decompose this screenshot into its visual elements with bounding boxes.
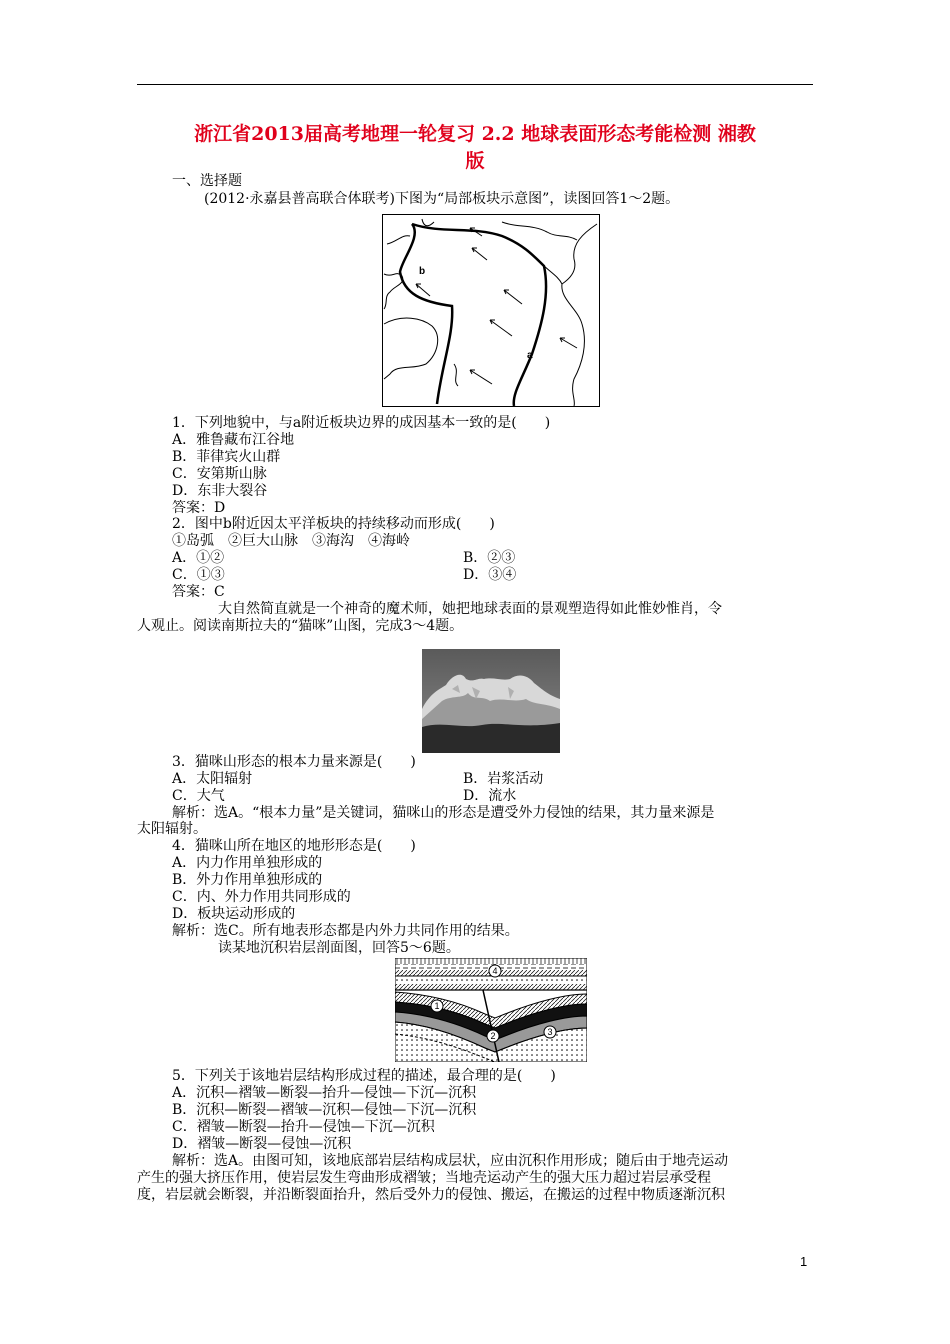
q3-option-b: B．岩浆活动 [463, 771, 544, 787]
q4-option-c: C．内、外力作用共同形成的 [172, 889, 351, 905]
intro-1: (2012·永嘉县普高联合体联考)下图为“局部板块示意图”，读图回答1～2题。 [204, 191, 680, 207]
q1-option-d: D．东非大裂谷 [172, 483, 268, 499]
q3-option-a: A．太阳辐射 [172, 771, 253, 787]
q1-stem: 1．下列地貌中，与a附近板块边界的成因基本一致的是( ) [172, 415, 551, 431]
q3-explanation-line-2: 太阳辐射。 [137, 821, 207, 837]
q3-explanation-line-1: 解析：选A。“根本力量”是关键词，猫咪山的形态是遭受外力侵蚀的结果，其力量来源是 [172, 805, 715, 821]
q2-answer: 答案：C [172, 584, 225, 600]
strata-section-figure [395, 958, 587, 1062]
q5-option-b: B．沉积—断裂—褶皱—沉积—侵蚀—下沉—沉积 [172, 1102, 477, 1118]
page-number: 1 [800, 1254, 808, 1269]
intro-3: 读某地沉积岩层剖面图，回答5～6题。 [218, 940, 460, 956]
q2-items: ①岛弧 ②巨大山脉 ③海沟 ④海岭 [172, 533, 410, 549]
q5-option-c: C．褶皱—断裂—抬升—侵蚀—下沉—沉积 [172, 1119, 435, 1135]
header-rule [137, 84, 813, 85]
q2-option-a: A．①② [172, 550, 225, 566]
q4-option-b: B．外力作用单独形成的 [172, 872, 323, 888]
q4-explanation: 解析：选C。所有地表形态都是内外力共同作用的结果。 [172, 923, 519, 939]
intro-2-line-2: 人观止。阅读南斯拉夫的“猫咪”山图，完成3～4题。 [137, 618, 464, 634]
map-label-a: a [527, 350, 533, 361]
title-line-1: 浙江省2013届高考地理一轮复习 2.2 地球表面形态考能检测 湘教 [194, 123, 756, 145]
q4-stem: 4．猫咪山所在地区的地形形态是( ) [172, 838, 416, 854]
q4-option-a: A．内力作用单独形成的 [172, 855, 323, 871]
title-line-2: 版 [465, 150, 485, 172]
q1-option-b: B．菲律宾火山群 [172, 449, 281, 465]
q5-option-d: D．褶皱—断裂—侵蚀—沉积 [172, 1136, 352, 1152]
q2-option-b: B．②③ [463, 550, 516, 566]
q2-option-d: D．③④ [463, 567, 517, 583]
q3-option-c: C．大气 [172, 788, 225, 804]
q1-option-c: C．安第斯山脉 [172, 466, 267, 482]
q3-option-d: D．流水 [463, 788, 517, 804]
q5-option-a: A．沉积—褶皱—断裂—抬升—侵蚀—下沉—沉积 [172, 1085, 477, 1101]
section-heading: 一、选择题 [172, 173, 242, 189]
q5-explanation-line-3: 度，岩层就会断裂，并沿断裂面抬升，然后受外力的侵蚀、搬运，在搬运的过程中物质逐渐沉积 [137, 1187, 725, 1203]
q3-stem: 3．猫咪山形态的根本力量来源是( ) [172, 754, 416, 770]
q5-stem: 5．下列关于该地岩层结构形成过程的描述，最合理的是( ) [172, 1068, 556, 1084]
strata-label-1: 1 [434, 1001, 440, 1011]
cat-mountain-photo [422, 649, 560, 753]
q5-explanation-line-2: 产生的强大挤压作用，使岩层发生弯曲形成褶皱；当地壳运动产生的强大压力超过岩层承受程 [137, 1170, 711, 1186]
strata-label-2: 2 [490, 1031, 496, 1041]
intro-2-line-1: 大自然简直就是一个神奇的魔术师，她把地球表面的景观塑造得如此惟妙惟肖，令 [218, 601, 722, 617]
q1-answer: 答案：D [172, 500, 226, 516]
q1-option-a: A．雅鲁藏布江谷地 [172, 432, 295, 448]
q2-option-c: C．①③ [172, 567, 225, 583]
map-label-b: b [419, 266, 426, 277]
q2-stem: 2．图中b附近因太平洋板块的持续移动而形成( ) [172, 516, 495, 532]
q5-explanation-line-1: 解析：选A。由图可知，该地底部岩层结构成层状，应由沉积作用形成；随后由于地壳运动 [172, 1153, 729, 1169]
q4-option-d: D．板块运动形成的 [172, 906, 296, 922]
plate-map-figure [382, 214, 600, 407]
strata-label-3: 3 [547, 1027, 553, 1037]
strata-label-4: 4 [492, 966, 498, 976]
